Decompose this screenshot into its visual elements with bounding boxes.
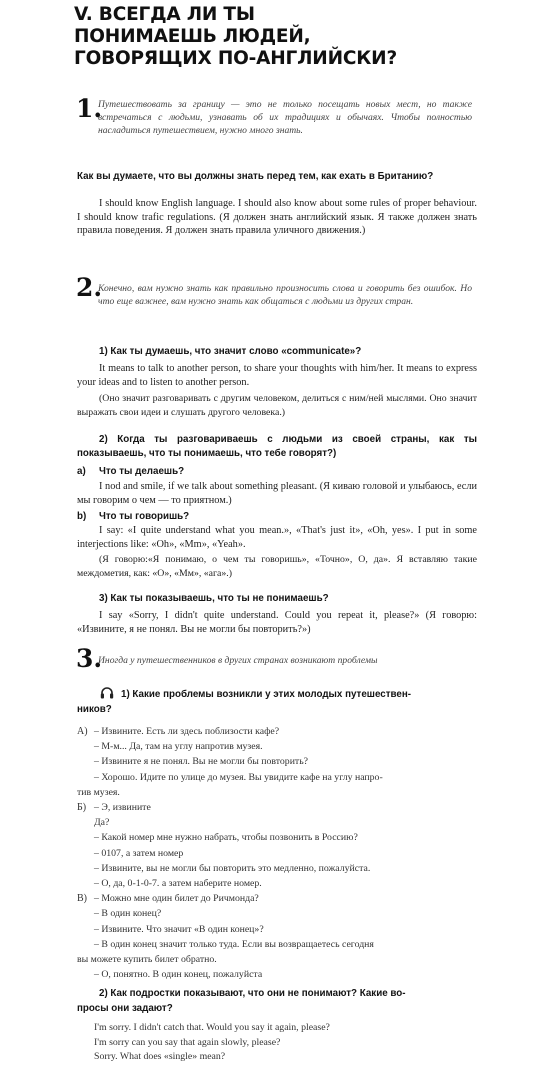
section-2-answer-1: It means to talk to another person, to share your thoughts with him/her. It means to express your ideas and to listen to another person. <box>77 363 477 388</box>
headphones-icon <box>100 687 114 699</box>
dialog-line: – О, да, 0-1-0-7. а затем наберите номер. <box>94 878 262 889</box>
section-2-answer-1-ru: (Оно значит разговаривать с другим человеком, делиться с ним/ней мыслями. Оно значит выражать свои идеи и слушать другого человека.) <box>77 393 477 418</box>
dialog-line: Да? <box>94 817 110 829</box>
dialog-line: – О, понятно. В один конец, пожалуйста <box>94 969 263 981</box>
dialog-line: – Извините, вы не могли бы повторить это медленно, пожалуйста. <box>94 862 371 874</box>
dialog-line: – Какой номер мне нужно набрать, чтобы позвонить в Россию? <box>94 832 358 844</box>
title-line-2: ПОНИМАЕШЬ ЛЮДЕЙ, <box>74 26 311 47</box>
dialog-label: Б) <box>77 802 87 813</box>
section-2-question-b: Что ты говоришь? <box>99 511 190 522</box>
section-2-question-1: 1) Как ты думаешь, что значит слово «communicate»? <box>99 346 362 357</box>
section-2-question-2: 2) Когда ты разговариваешь с людьми из своей страны, как ты показываешь, что ты понимаешь, что тебе говорят?) <box>77 434 477 459</box>
dialog-line: вы можете купить билет обратно. <box>77 954 217 965</box>
section-3-question-1-line-1: 1) Какие проблемы возникли у этих молодых путешествен- <box>121 689 412 700</box>
dialog-line: – М-м... Да, там на углу напротив музея. <box>94 741 263 753</box>
answer-line-2: I'm sorry can you say that again slowly, please? <box>94 1037 281 1048</box>
dialog-label: А) <box>77 726 88 737</box>
title-line-3: ГОВОРЯЩИХ ПО-АНГЛИЙСКИ? <box>74 48 397 69</box>
dialog-line: – Извините. Что значит «В один конец»? <box>94 923 264 935</box>
section-2-answer-3: I say «Sorry, I didn't quite understand. Could you repeat it, please?» (Я говорю: «Извините, я не понял. Вы не могли бы повторить?») <box>77 610 477 635</box>
dialog-line: – Извините. Есть ли здесь поблизости кафе? <box>94 726 280 737</box>
section-3-number: 3. <box>76 644 103 673</box>
section-1-intro: Путешествовать за границу — это не только посещать новых мест, но также встречаться с людьми, узнавать об их традициях и обычаях. Чтобы полностью насладиться путешествием, нужно много знать. <box>98 99 472 136</box>
section-2-answer-a: I nod and smile, if we talk about something pleasant. (Я киваю головой и улыбаюсь, если мы говорим о чем — то приятном.) <box>77 481 477 506</box>
section-3-question-2-line-2: просы они задают? <box>77 1003 173 1014</box>
section-2-label-b: b) <box>77 511 87 522</box>
section-1-question: Как вы думаете, что вы должны знать перед тем, как ехать в Британию? <box>77 171 434 182</box>
dialog-line: – Э, извините <box>94 802 151 813</box>
section-3-intro: Иногда у путешественников в других странах возникают проблемы <box>98 655 378 666</box>
title-line-1: V. ВСЕГДА ЛИ ТЫ <box>74 4 255 25</box>
dialog-line: – В один конец значит только туда. Если вы возвращаетесь сегодня <box>94 938 374 950</box>
dialog-label: В) <box>77 893 87 905</box>
section-3-question-2-line-1: 2) Как подростки показывают, что они не понимают? Какие во- <box>99 988 406 999</box>
dialog-line: – 0107, а затем номер <box>94 847 184 859</box>
section-1-answer: I should know English language. I should also know about some rules of proper behaviour. I should know trafic regulations. (Я должен знать английский язык. Я также должен знать правила поведения. Я должен знать правила уличного движения.) <box>77 198 477 237</box>
section-2-answer-b: I say: «I quite understand what you mean.», «That's just it», «Oh, yes». I put in some interjections like: «Oh», «Mm», «Yeah». <box>77 525 477 550</box>
section-2-label-a: a) <box>77 466 86 477</box>
section-2-question-3: 3) Как ты показываешь, что ты не понимаешь? <box>99 593 329 604</box>
section-2-number: 2. <box>76 273 103 302</box>
section-3-question-1-line-2: ников? <box>77 704 112 715</box>
dialog-line: – Можно мне один билет до Ричмонда? <box>94 893 259 905</box>
dialog-line: – Извините я не понял. Вы не могли бы повторить? <box>94 756 309 768</box>
section-2-question-a: Что ты делаешь? <box>99 466 185 477</box>
answer-line-1: I'm sorry. I didn't catch that. Would you say it again, please? <box>94 1022 330 1033</box>
section-2-answer-b-ru: (Я говорю:«Я понимаю, о чем ты говоришь», «Точно», О, да». Я вставляю такие междометия, как: «О», «Мм», «ага».) <box>77 554 477 579</box>
answer-line-3: Sorry. What does «single» mean? <box>94 1051 226 1062</box>
dialog-line: – Хорошо. Идите по улице до музея. Вы увидите кафе на углу напро- <box>94 771 383 783</box>
page-title <box>74 4 514 70</box>
dialog-line: тив музея. <box>77 786 120 798</box>
dialog-line: – В один конец? <box>94 908 162 920</box>
section-1-number: 1. <box>76 94 103 123</box>
section-2-intro: Конечно, вам нужно знать как правильно произносить слова и говорить без ошибок. Но что еще важнее, вам нужно знать как общаться с людьми из других стран. <box>98 283 472 307</box>
